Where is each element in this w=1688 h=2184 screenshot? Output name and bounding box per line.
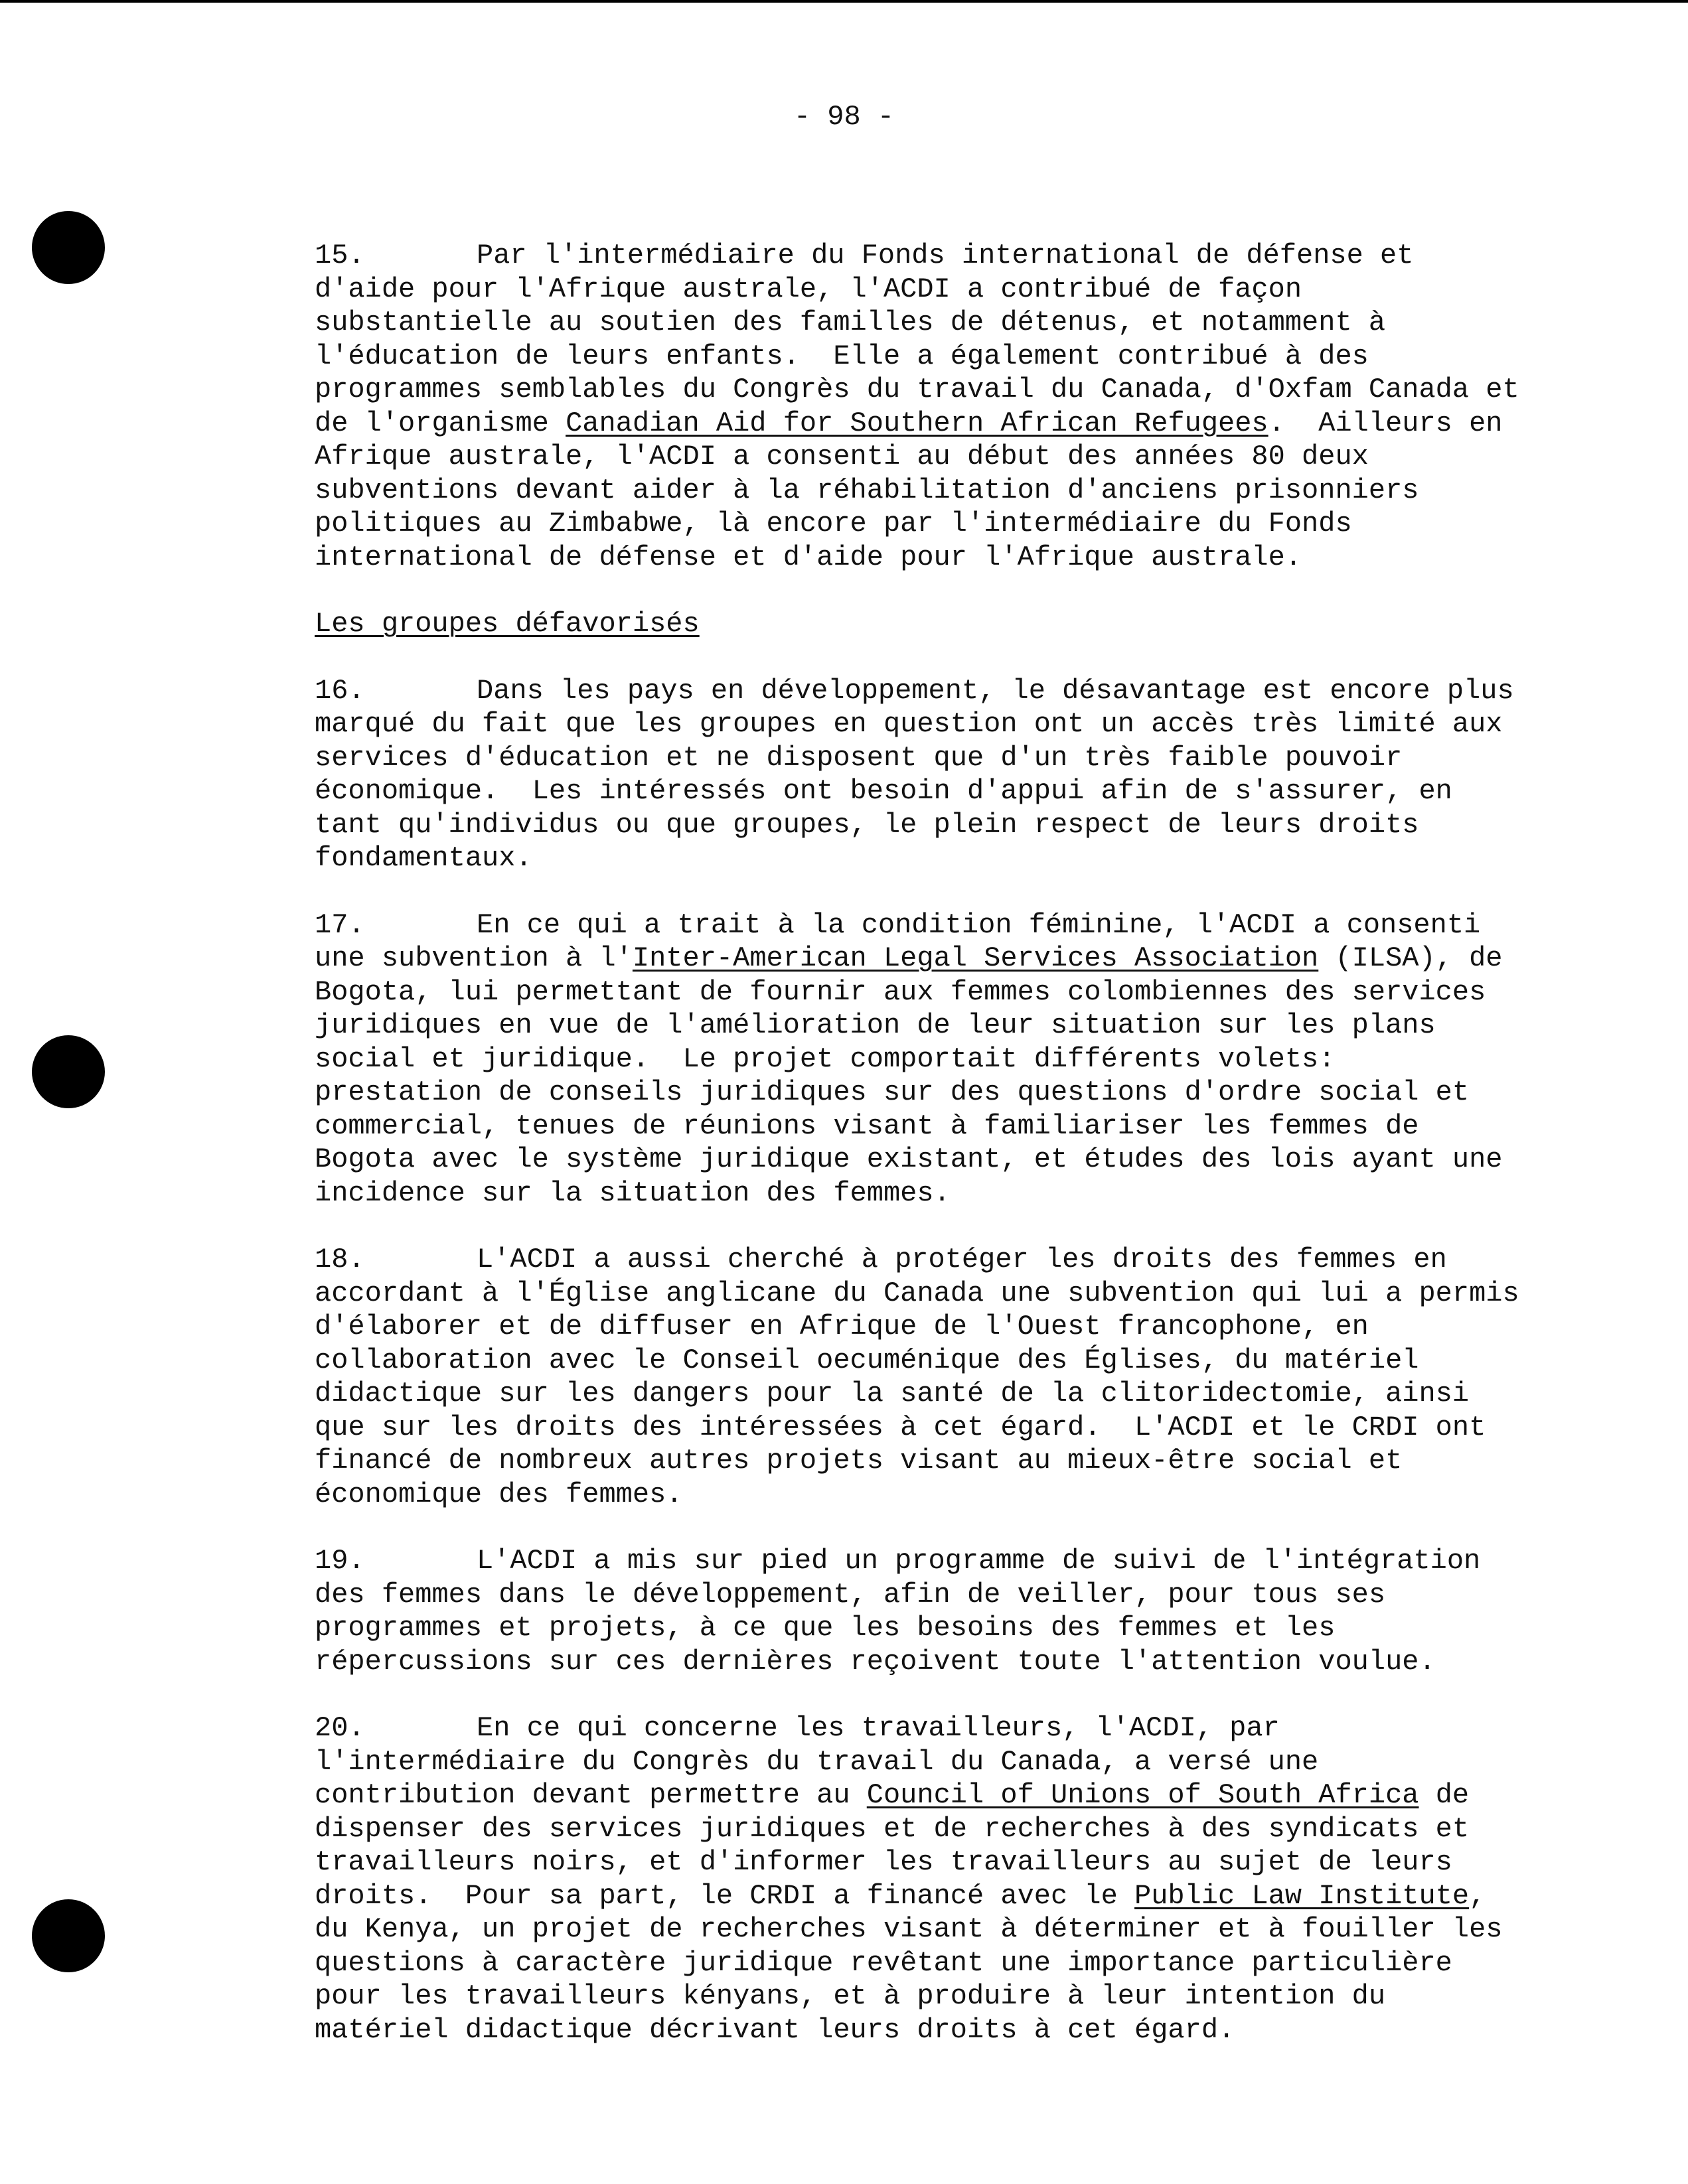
text-run: pour les travailleurs kényans, et à produire à leur intention du: [315, 1980, 1386, 2012]
text-line: [315, 306, 1602, 340]
text-line: [315, 1846, 1602, 1879]
text-run: questions à caractère juridique revêtant une importance particulière: [315, 1946, 1452, 1979]
text-line: [315, 841, 1602, 875]
text-run: une subvention à l': [315, 942, 633, 974]
text-line: [315, 1310, 1602, 1344]
text-run: substantielle au soutien des familles de détenus, et notamment à: [315, 307, 1386, 338]
text-run: . Ailleurs en: [1268, 407, 1503, 439]
punch-hole-middle: [32, 1035, 105, 1108]
paragraph-number: 15.: [315, 240, 365, 271]
text-line: [315, 1980, 1602, 2013]
scan-top-edge: [0, 0, 1688, 3]
text-line: [315, 239, 1602, 273]
underlined-organization-name: Canadian Aid for Southern African Refugees: [566, 407, 1268, 439]
underlined-organization-name: Council of Unions of South Africa: [866, 1779, 1419, 1811]
text-line: [315, 1946, 1602, 1980]
text-run: juridiques en vue de l'amélioration de leur situation sur les plans: [315, 1009, 1436, 1041]
text-line: [315, 1076, 1602, 1110]
text-line: [315, 340, 1602, 374]
text-line: [315, 707, 1602, 741]
text-line: [315, 1913, 1602, 1946]
text-line: [315, 1277, 1602, 1311]
text-line: [315, 1444, 1602, 1478]
text-run: travailleurs noirs, et d'informer les travailleurs au sujet de leurs: [315, 1846, 1452, 1878]
paragraph-20: [315, 1711, 1602, 2047]
text-run: Bogota, lui permettant de fournir aux femmes colombiennes des services: [315, 976, 1486, 1008]
text-line: [315, 474, 1602, 508]
text-run: l'éducation de leurs enfants. Elle a également contribué à des: [315, 340, 1369, 372]
text-line: [315, 1411, 1602, 1445]
text-run: services d'éducation et ne disposent que d'un très faible pouvoir: [315, 741, 1403, 774]
paragraph-17: [315, 909, 1602, 1210]
section-heading-text: Les groupes défavorisés: [315, 608, 700, 640]
paragraph-number: 16.: [315, 674, 365, 707]
text-run: contribution devant permettre au: [315, 1779, 867, 1811]
text-line: [315, 1110, 1602, 1143]
text-run: international de défense et d'aide pour l'Afrique australe.: [315, 541, 1302, 573]
text-run: Par l'intermédiaire du Fonds international de défense et: [477, 240, 1414, 271]
text-run: subventions devant aider à la réhabilitation d'anciens prisonniers: [315, 474, 1419, 506]
text-line: [315, 1344, 1602, 1378]
paragraph-16: [315, 674, 1602, 875]
text-run: programmes et projets, à ce que les besoins des femmes et les: [315, 1612, 1336, 1644]
text-line: [315, 1879, 1602, 1913]
text-line: [315, 507, 1602, 541]
paragraph-number: 19.: [315, 1545, 365, 1577]
text-run: d'élaborer et de diffuser en Afrique de l'Ouest francophone, en: [315, 1311, 1369, 1343]
text-line: [315, 1478, 1602, 1512]
text-run: marqué du fait que les groupes en question ont un accès très limité aux: [315, 708, 1503, 740]
text-line: [315, 1009, 1602, 1043]
paragraph-number: 18.: [315, 1244, 365, 1275]
text-run: prestation de conseils juridiques sur des questions d'ordre social et: [315, 1076, 1470, 1108]
text-run: tant qu'individus ou que groupes, le plein respect de leurs droits: [315, 808, 1419, 841]
text-run: social et juridique. Le projet comportait différents volets:: [315, 1043, 1336, 1075]
text-run: d'aide pour l'Afrique australe, l'ACDI a contribué de façon: [315, 273, 1302, 305]
text-run: accordant à l'Église anglicane du Canada une subvention qui lui a permis: [315, 1277, 1519, 1309]
text-run: Dans les pays en développement, le désavantage est encore plus: [477, 674, 1514, 707]
paragraph-18: [315, 1243, 1602, 1511]
document-body: [315, 239, 1602, 2080]
text-run: dispenser des services juridiques et de recherches à des syndicats et: [315, 1812, 1470, 1845]
text-run: répercussions sur ces dernières reçoivent toute l'attention voulue.: [315, 1645, 1436, 1678]
text-run: En ce qui concerne les travailleurs, l'ACDI, par: [477, 1712, 1280, 1744]
text-run: incidence sur la situation des femmes.: [315, 1177, 951, 1209]
punch-hole-bottom: [32, 1899, 105, 1972]
text-run: programmes semblables du Congrès du travail du Canada, d'Oxfam Canada et: [315, 374, 1519, 405]
text-run: que sur les droits des intéressées à cet égard. L'ACDI et le CRDI ont: [315, 1411, 1486, 1443]
text-run: Bogota avec le système juridique existant, et études des lois ayant une: [315, 1143, 1503, 1175]
underlined-organization-name: Inter-American Legal Services Association: [632, 942, 1319, 974]
text-run: L'ACDI a mis sur pied un programme de suivi de l'intégration: [477, 1545, 1481, 1577]
text-line: [315, 1243, 1602, 1277]
text-line: [315, 1177, 1602, 1210]
text-run: En ce qui a trait à la condition féminine, l'ACDI a consenti: [477, 909, 1481, 941]
text-run: du Kenya, un projet de recherches visant à déterminer et à fouiller les: [315, 1913, 1503, 1945]
text-run: collaboration avec le Conseil oecuménique des Églises, du matériel: [315, 1344, 1419, 1376]
text-run: économique. Les intéressés ont besoin d'appui afin de s'assurer, en: [315, 775, 1452, 807]
text-run: L'ACDI a aussi cherché à protéger les droits des femmes en: [477, 1244, 1447, 1275]
text-run: de l'organisme: [315, 407, 566, 439]
text-line: [315, 1812, 1602, 1846]
text-run: des femmes dans le développement, afin de veiller, pour tous ses: [315, 1578, 1386, 1611]
text-line: [315, 808, 1602, 842]
text-line: [315, 1745, 1602, 1779]
text-run: didactique sur les dangers pour la santé de la clitoridectomie, ainsi: [315, 1378, 1470, 1410]
paragraph-number: 20.: [315, 1712, 365, 1744]
underlined-organization-name: Public Law Institute: [1134, 1879, 1470, 1912]
paragraph-number: 17.: [315, 909, 365, 941]
text-run: l'intermédiaire du Congrès du travail du Canada, a versé une: [315, 1745, 1319, 1778]
text-run: Afrique australe, l'ACDI a consenti au début des années 80 deux: [315, 441, 1369, 473]
text-line: [315, 1143, 1602, 1177]
text-run: commercial, tenues de réunions visant à familiariser les femmes de: [315, 1110, 1419, 1142]
text-line: [315, 1578, 1602, 1612]
text-run: de: [1419, 1779, 1470, 1811]
text-line: [315, 541, 1602, 575]
text-line: [315, 407, 1602, 441]
text-line: [315, 976, 1602, 1009]
text-line: [315, 1711, 1602, 1745]
text-line: [315, 909, 1602, 942]
text-line: [315, 440, 1602, 474]
text-run: financé de nombreux autres projets visant au mieux-être social et: [315, 1445, 1403, 1477]
text-line: [315, 373, 1602, 407]
text-line: [315, 741, 1602, 775]
text-line: [315, 1043, 1602, 1076]
text-line: [315, 942, 1602, 976]
text-run: ,: [1469, 1879, 1486, 1912]
text-run: économique des femmes.: [315, 1478, 683, 1510]
text-run: fondamentaux.: [315, 842, 532, 874]
text-line: [315, 1645, 1602, 1679]
text-line: [315, 1544, 1602, 1578]
text-line: [315, 774, 1602, 808]
text-line: [315, 674, 1602, 708]
text-line: [315, 1377, 1602, 1411]
text-line: [315, 2013, 1602, 2047]
text-run: (ILSA), de: [1318, 942, 1503, 974]
page-number: - 98 -: [793, 101, 895, 133]
punch-hole-top: [32, 211, 105, 284]
text-line: [315, 1779, 1602, 1812]
text-run: matériel didactique décrivant leurs droits à cet égard.: [315, 2013, 1235, 2046]
text-run: droits. Pour sa part, le CRDI a financé avec le: [315, 1879, 1135, 1912]
section-heading: [315, 607, 1602, 641]
text-line: [315, 273, 1602, 307]
paragraph-15: [315, 239, 1602, 574]
text-run: politiques au Zimbabwe, là encore par l'intermédiaire du Fonds: [315, 508, 1352, 540]
paragraph-19: [315, 1544, 1602, 1678]
text-line: [315, 1611, 1602, 1645]
